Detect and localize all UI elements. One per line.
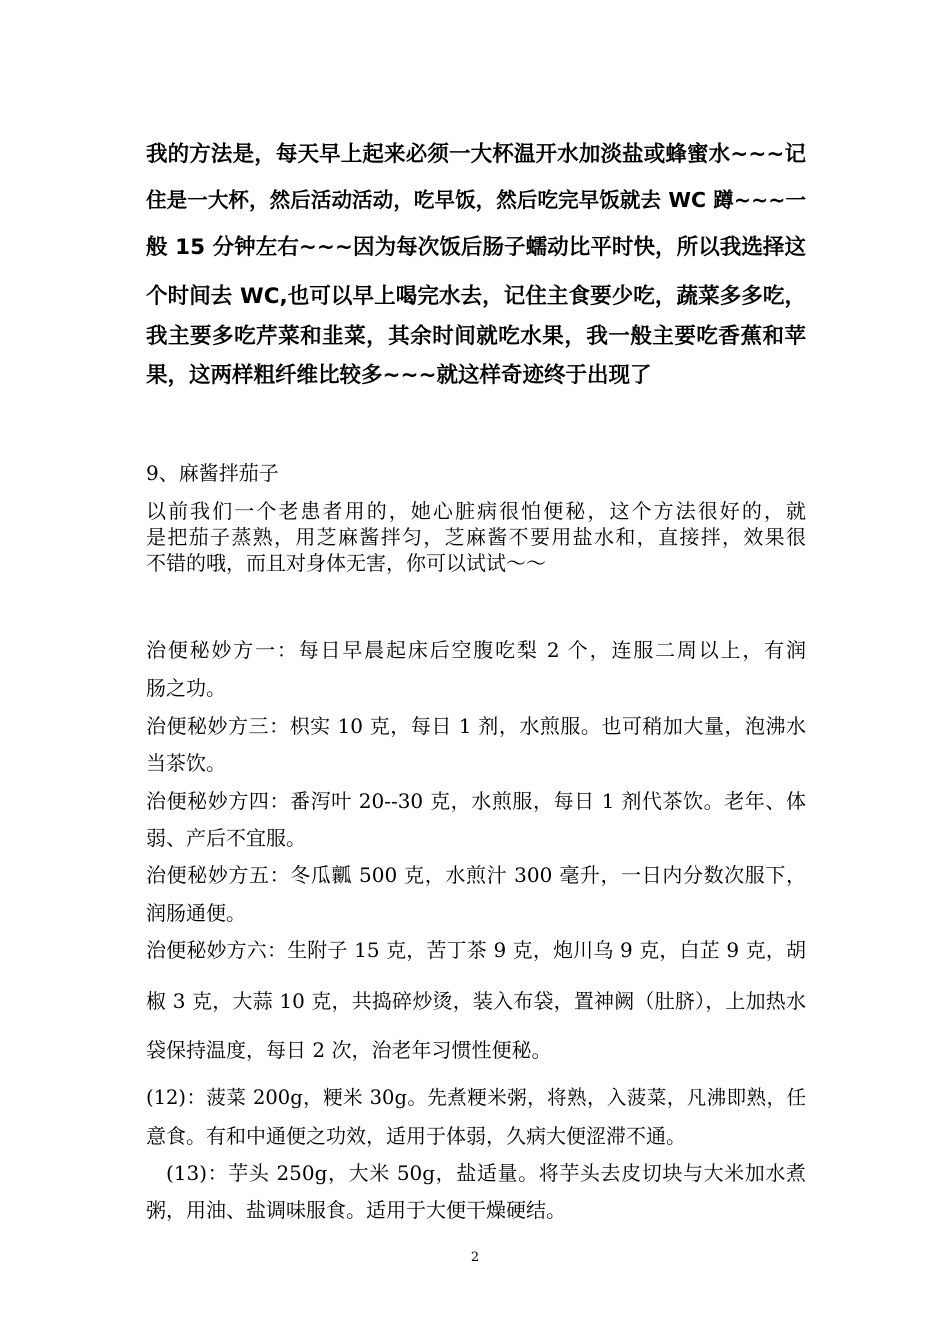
section9-heading: 9、麻酱拌茄子: [146, 461, 279, 485]
remedy-line-10: 椒 3 克，大蒜 10 克，共捣碎炒烫，装入布袋，置神阙（肚脐），上加热水: [146, 989, 806, 1013]
remedy-line-7: 治便秘妙方五：冬瓜瓤 500 克，水煎汁 300 毫升，一日内分数次服下，: [146, 863, 806, 887]
intro-line-2: 住是一大杯，然后活动活动，吃早饭，然后吃完早饭就去 WC 蹲~~~一: [146, 188, 806, 212]
intro-line-6: 果，这两样粗纤维比较多~~~就这样奇迹终于出现了: [146, 363, 652, 388]
recipe-line-1: (12)：菠菜 200g，粳米 30g。先煮粳米粥，将熟，入菠菜，凡沸即熟，任: [146, 1086, 806, 1109]
remedy-line-11: 袋保持温度，每日 2 次，治老年习惯性便秘。: [146, 1038, 552, 1062]
remedy-line-5: 治便秘妙方四：番泻叶 20--30 克，水煎服，每日 1 剂代茶饮。老年、体: [146, 789, 806, 813]
remedy-line-2: 肠之功。: [146, 676, 226, 700]
remedy-line-9: 治便秘妙方六：生附子 15 克，苦丁茶 9 克，炮川乌 9 克，白芷 9 克，胡: [146, 938, 806, 962]
page-number: 2: [470, 1250, 480, 1265]
intro-line-1: 我的方法是，每天早上起来必须一大杯温开水加淡盐或蜂蜜水~~~记: [146, 142, 806, 167]
recipe-line-4: 粥，用油、盐调味服食。适用于大便干燥硬结。: [146, 1198, 566, 1222]
intro-line-4: 个时间去 WC,也可以早上喝完水去，记住主食要少吃，蔬菜多多吃，: [146, 284, 806, 309]
section9-line-3: 不错的哦，而且对身体无害，你可以试试～～: [146, 551, 546, 575]
remedy-line-3: 治便秘妙方三：枳实 10 克，每日 1 剂，水煎服。也可稍加大量，泡沸水: [146, 714, 806, 738]
remedy-line-4: 当茶饮。: [146, 751, 226, 775]
remedy-line-6: 弱、产后不宜服。: [146, 826, 306, 850]
section9-line-1: 以前我们一个老患者用的，她心脏病很怕便秘，这个方法很好的，就: [146, 499, 806, 523]
recipe-line-2: 意食。有和中通便之功效，适用于体弱，久病大便涩滞不通。: [146, 1124, 686, 1148]
recipe-line-3: (13)：芋头 250g，大米 50g，盐适量。将芋头去皮切块与大米加水煮: [166, 1161, 806, 1185]
intro-line-3: 般 15 分钟左右~~~因为每次饭后肠子蠕动比平时快，所以我选择这: [146, 235, 806, 260]
intro-line-5: 我主要多吃芹菜和韭菜，其余时间就吃水果，我一般主要吃香蕉和苹: [146, 324, 806, 349]
remedy-line-1: 治便秘妙方一：每日早晨起床后空腹吃梨 2 个，连服二周以上，有润: [146, 638, 806, 662]
remedy-line-8: 润肠通便。: [146, 901, 246, 925]
section9-line-2: 是把茄子蒸熟，用芝麻酱拌匀，芝麻酱不要用盐水和，直接拌，效果很: [146, 525, 806, 549]
